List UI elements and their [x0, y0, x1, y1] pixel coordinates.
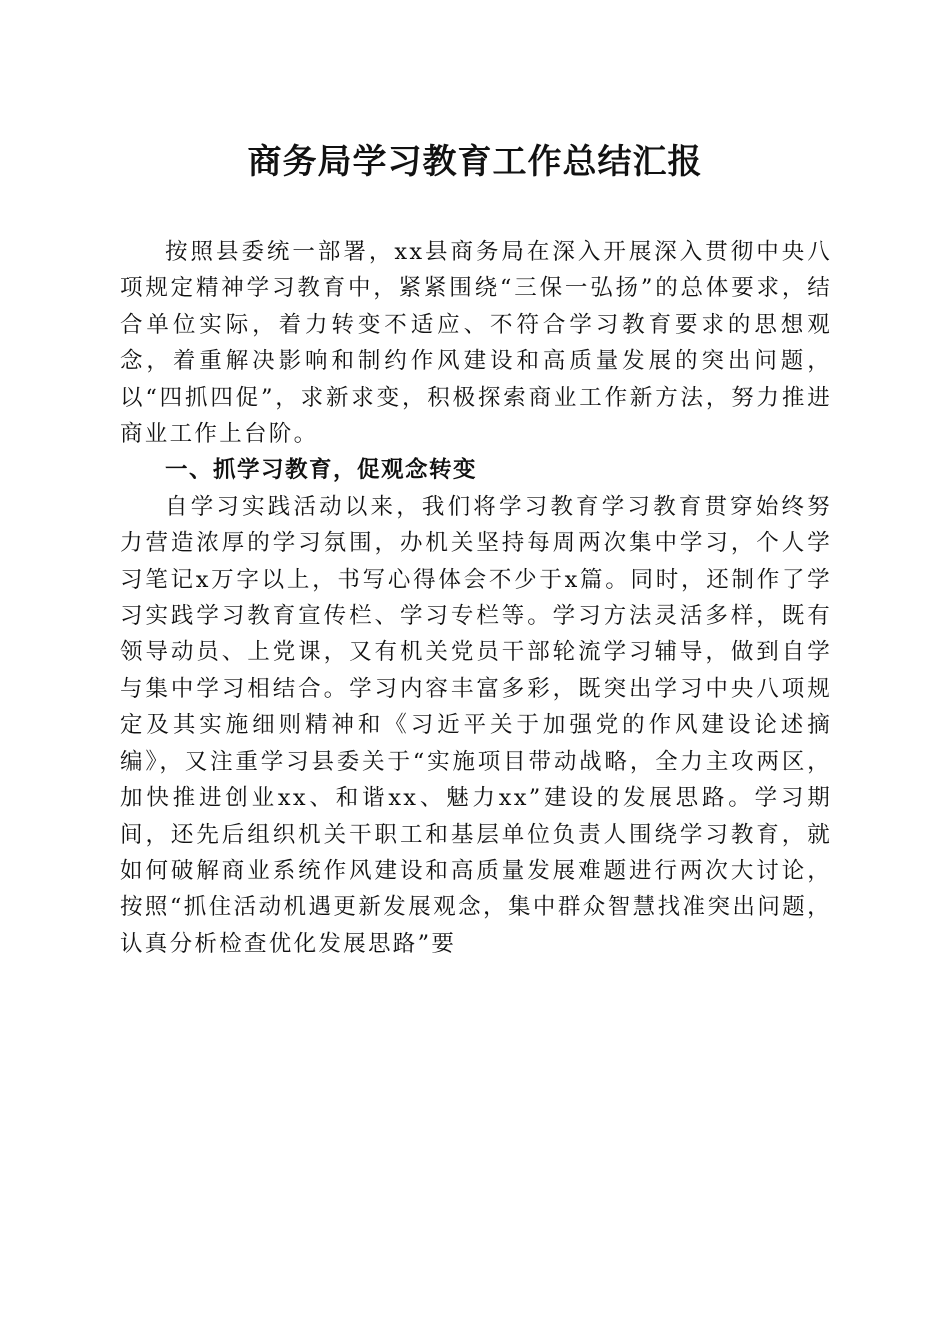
section-heading: 一、抓学习教育，促观念转变 — [165, 457, 478, 484]
section-paragraph: 自学习实践活动以来，我们将学习教育学习教育贯穿始终努力营造浓厚的学习氛围，办机关坚持每周两次集中学习，个人学习笔记x万字以上，书写心得体会不少于x篇。同时，还制作了学习实践学习教育宣传栏、学习专栏等。学习方法灵活多样，既有领导动员、上党课，又有机关党员干部轮流学习辅导，做到自学与集中学习相结合。学习内容丰富多彩，既突出学习中央八项规定及其实施细则精神和《习近平关于加强党的作风建设论述摘编》，又注重学习县委关于“实施项目带动战略，全力主攻两区，加快推进创业xx、和谐xx、魅力xx”建设的发展思路。学习期间，还先后组织机关干职工和基层单位负责人围绕学习教育，就如何破解商业系统作风建设和高质量发展难题进行两次大讨论，按照“抓住活动机遇更新发展观念，集中群众智慧找准突出问题，认真分析检查优化发展思路”要 — [120, 493, 832, 957]
document-body — [120, 234, 832, 962]
document-title: 商务局学习教育工作总结汇报 — [247, 142, 703, 182]
intro-paragraph: 按照县委统一部署，xx县商务局在深入开展深入贯彻中央八项规定精神学习教育中，紧紧围绕“三保一弘扬”的总体要求，结合单位实际，着力转变不适应、不符合学习教育要求的思想观念，着重解决影响和制约作风建设和高质量发展的突出问题，以“四抓四促”，求新求变，积极探索商业工作新方法，努力推进商业工作上台阶。 — [120, 239, 832, 448]
